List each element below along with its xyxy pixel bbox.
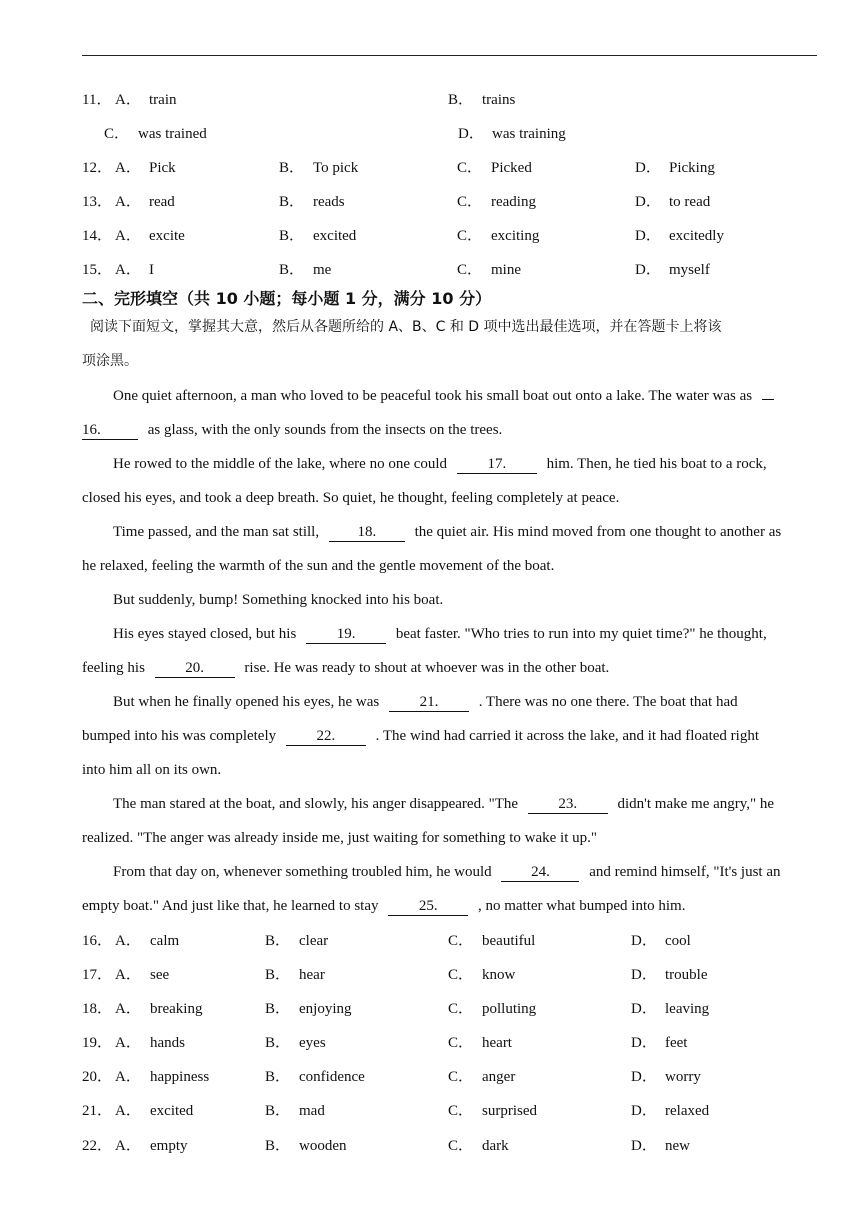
option-c-text: mine <box>491 262 521 278</box>
passage-text: From that day on, whenever something troubled him, he would <box>113 864 492 880</box>
question-number: 22． <box>82 1138 113 1154</box>
question-number: 19． <box>82 1035 113 1051</box>
question-number: 17． <box>82 967 113 983</box>
option-b-text: eyes <box>299 1035 326 1051</box>
option-d-text: leaving <box>665 1001 710 1017</box>
option-d-text: feet <box>665 1035 688 1051</box>
passage-text: The man stared at the boat, and slowly, his anger disappeared. "The <box>113 796 519 812</box>
option-b-text: confidence <box>299 1069 365 1085</box>
option-a-text: excite <box>149 228 185 244</box>
option-b-text: me <box>313 262 332 278</box>
option-c-letter: C． <box>457 228 483 244</box>
option-b-letter: B． <box>279 160 305 176</box>
option-c-text: heart <box>482 1035 512 1051</box>
option-c-letter: C． <box>448 1035 474 1051</box>
question-17 <box>0 963 867 987</box>
question-number: 14． <box>82 228 113 244</box>
option-d-text: to read <box>669 194 711 210</box>
passage-line: closed his eyes, and took a deep breath. So quiet, he thought, feeling completely at peace. <box>82 490 620 506</box>
passage-text: Time passed, and the man sat still, <box>113 524 320 540</box>
blank-18: 18. <box>329 523 405 542</box>
passage-line <box>82 724 818 748</box>
option-d-text: was training <box>492 126 566 142</box>
option-a-letter: A． <box>115 933 141 949</box>
blank-16: 16. <box>82 421 138 440</box>
question-11 <box>0 88 867 112</box>
option-c-letter: C． <box>457 160 483 176</box>
passage-text: One quiet afternoon, a man who loved to be peaceful took his small boat out onto a lake. The water was as <box>113 388 753 404</box>
passage-text: didn't make me angry," he <box>617 796 775 812</box>
option-b-letter: B． <box>265 933 291 949</box>
option-d-letter: D． <box>631 1138 657 1154</box>
option-a-letter: A． <box>115 967 141 983</box>
option-a-text: happiness <box>150 1069 210 1085</box>
option-c-text: anger <box>482 1069 516 1085</box>
passage-text: feeling his <box>82 660 145 676</box>
option-d-text: myself <box>669 262 710 278</box>
question-number: 18． <box>82 1001 113 1017</box>
option-d-letter: D． <box>631 933 657 949</box>
option-a-letter: A． <box>115 194 141 210</box>
option-a-letter: A． <box>115 1069 141 1085</box>
question-number: 21． <box>82 1103 113 1119</box>
option-d-letter: D． <box>631 1001 657 1017</box>
passage-line <box>113 622 849 646</box>
option-d-letter: D． <box>631 1103 657 1119</box>
blank-23: 23. <box>528 795 608 814</box>
option-a-letter: A． <box>115 1001 141 1017</box>
option-b-text: clear <box>299 933 329 949</box>
option-c-letter: C． <box>448 1138 474 1154</box>
option-c-letter: C． <box>448 1001 474 1017</box>
passage-line <box>113 452 849 476</box>
blank-19: 19. <box>306 625 386 644</box>
question-number: 16． <box>82 933 113 949</box>
question-22 <box>0 1134 867 1158</box>
passage-line <box>113 520 849 544</box>
question-21 <box>0 1099 867 1123</box>
passage-text: , no matter what bumped into him. <box>477 898 686 914</box>
question-number: 13． <box>82 194 113 210</box>
question-14 <box>0 224 867 248</box>
passage-text: the quiet air. His mind moved from one thought to another as <box>414 524 782 540</box>
question-16 <box>0 929 867 953</box>
option-c-text: surprised <box>482 1103 537 1119</box>
option-c-letter: C． <box>448 933 474 949</box>
option-b-text: reads <box>313 194 345 210</box>
passage-text: as glass, with the only sounds from the insects on the trees. <box>147 422 503 438</box>
passage-text: His eyes stayed closed, but his <box>113 626 297 642</box>
option-c-text: know <box>482 967 516 983</box>
option-a-text: I <box>149 262 154 278</box>
passage-text: He rowed to the middle of the lake, where no one could <box>113 456 448 472</box>
option-d-letter: D． <box>635 228 661 244</box>
option-b-text: excited <box>313 228 357 244</box>
option-a-letter: A． <box>115 1103 141 1119</box>
blank-25: 25. <box>388 897 468 916</box>
option-a-text: read <box>149 194 175 210</box>
option-d-text: Picking <box>669 160 715 176</box>
option-a-text: breaking <box>150 1001 203 1017</box>
option-c-letter: C． <box>104 126 130 142</box>
option-d-text: new <box>665 1138 690 1154</box>
question-number: 20． <box>82 1069 113 1085</box>
option-c-letter: C． <box>448 1103 474 1119</box>
option-b-letter: B． <box>448 92 474 108</box>
passage-text: beat faster. "Who tries to run into my quiet time?" he thought, <box>395 626 767 642</box>
passage-line <box>113 690 849 714</box>
option-b-text: hear <box>299 967 325 983</box>
passage-line: realized. "The anger was already inside me, just waiting for something to wake it up." <box>82 830 598 846</box>
passage-text: . The wind had carried it across the lake, and it had floated right <box>375 728 759 744</box>
option-b-letter: B． <box>265 1103 291 1119</box>
option-a-text: train <box>149 92 177 108</box>
passage-line <box>113 384 818 408</box>
question-11-row-2 <box>0 122 867 146</box>
option-c-letter: C． <box>448 1069 474 1085</box>
question-number: 11． <box>82 92 112 108</box>
question-15 <box>0 258 867 282</box>
option-b-text: enjoying <box>299 1001 352 1017</box>
option-d-letter: D． <box>631 1035 657 1051</box>
section-instruction: 阅读下面短文，掌握其大意，然后从各题所给的 A、B、C 和 D 项中选出最佳选项，并在答题卡上将该 <box>90 319 722 335</box>
blank-20: 20. <box>155 659 235 678</box>
option-a-text: empty <box>150 1138 188 1154</box>
option-d-text: relaxed <box>665 1103 710 1119</box>
passage-text: and remind himself, "It's just an <box>589 864 781 880</box>
question-19 <box>0 1031 867 1055</box>
option-c-letter: C． <box>457 262 483 278</box>
option-c-letter: C． <box>448 967 474 983</box>
option-b-letter: B． <box>265 1035 291 1051</box>
passage-line <box>82 418 818 442</box>
question-number: 12． <box>82 160 113 176</box>
blank-16-lead <box>762 399 774 400</box>
option-d-letter: D． <box>458 126 484 142</box>
option-d-letter: D． <box>635 194 661 210</box>
section-instruction-cont: 项涂黑。 <box>82 353 138 369</box>
option-c-text: was trained <box>138 126 207 142</box>
option-a-letter: A． <box>115 160 141 176</box>
blank-24: 24. <box>501 863 579 882</box>
passage-text: empty boat." And just like that, he learned to stay <box>82 898 379 914</box>
question-13 <box>0 190 867 214</box>
header-rule <box>82 55 817 56</box>
option-a-letter: A． <box>115 1035 141 1051</box>
option-a-text: calm <box>150 933 180 949</box>
option-b-text: trains <box>482 92 516 108</box>
option-d-text: excitedly <box>669 228 724 244</box>
passage-text: . There was no one there. The boat that had <box>478 694 738 710</box>
option-d-letter: D． <box>635 262 661 278</box>
option-c-text: dark <box>482 1138 509 1154</box>
passage-text: him. Then, he tied his boat to a rock, <box>546 456 767 472</box>
option-d-letter: D． <box>635 160 661 176</box>
option-b-text: mad <box>299 1103 325 1119</box>
option-a-text: Pick <box>149 160 176 176</box>
question-number: 15． <box>82 262 113 278</box>
option-c-text: reading <box>491 194 536 210</box>
option-d-letter: D． <box>631 1069 657 1085</box>
option-a-letter: A． <box>115 1138 141 1154</box>
option-b-letter: B． <box>265 1138 291 1154</box>
option-b-letter: B． <box>265 1001 291 1017</box>
option-b-text: To pick <box>313 160 359 176</box>
option-a-letter: A． <box>115 92 141 108</box>
option-b-text: wooden <box>299 1138 347 1154</box>
passage-line <box>113 792 849 816</box>
option-d-text: trouble <box>665 967 708 983</box>
blank-21: 21. <box>389 693 469 712</box>
passage-line: into him all on its own. <box>82 762 222 778</box>
passage-line: But suddenly, bump! Something knocked into his boat. <box>113 592 444 608</box>
option-c-letter: C． <box>457 194 483 210</box>
passage-line <box>82 894 818 918</box>
option-d-text: cool <box>665 933 691 949</box>
option-c-text: Picked <box>491 160 532 176</box>
option-b-letter: B． <box>279 262 305 278</box>
option-d-letter: D． <box>631 967 657 983</box>
passage-text: But when he finally opened his eyes, he was <box>113 694 380 710</box>
option-b-letter: B． <box>279 228 305 244</box>
passage-text: rise. He was ready to shout at whoever was in the other boat. <box>244 660 610 676</box>
option-c-text: beautiful <box>482 933 536 949</box>
option-b-letter: B． <box>279 194 305 210</box>
option-b-letter: B． <box>265 1069 291 1085</box>
passage-line: he relaxed, feeling the warmth of the sun and the gentle movement of the boat. <box>82 558 555 574</box>
question-20 <box>0 1065 867 1089</box>
option-b-letter: B． <box>265 967 291 983</box>
passage-line <box>82 656 818 680</box>
option-a-letter: A． <box>115 262 141 278</box>
question-18 <box>0 997 867 1021</box>
blank-22: 22. <box>286 727 366 746</box>
option-a-letter: A． <box>115 228 141 244</box>
option-a-text: excited <box>150 1103 194 1119</box>
option-a-text: see <box>150 967 170 983</box>
section-heading: 二、完形填空（共 10 小题；每小题 1 分，满分 10 分） <box>82 289 492 308</box>
option-c-text: polluting <box>482 1001 537 1017</box>
question-12 <box>0 156 867 180</box>
passage-line <box>113 860 849 884</box>
option-a-text: hands <box>150 1035 185 1051</box>
option-d-text: worry <box>665 1069 701 1085</box>
blank-17: 17. <box>457 455 537 474</box>
option-c-text: exciting <box>491 228 540 244</box>
passage-text: bumped into his was completely <box>82 728 277 744</box>
